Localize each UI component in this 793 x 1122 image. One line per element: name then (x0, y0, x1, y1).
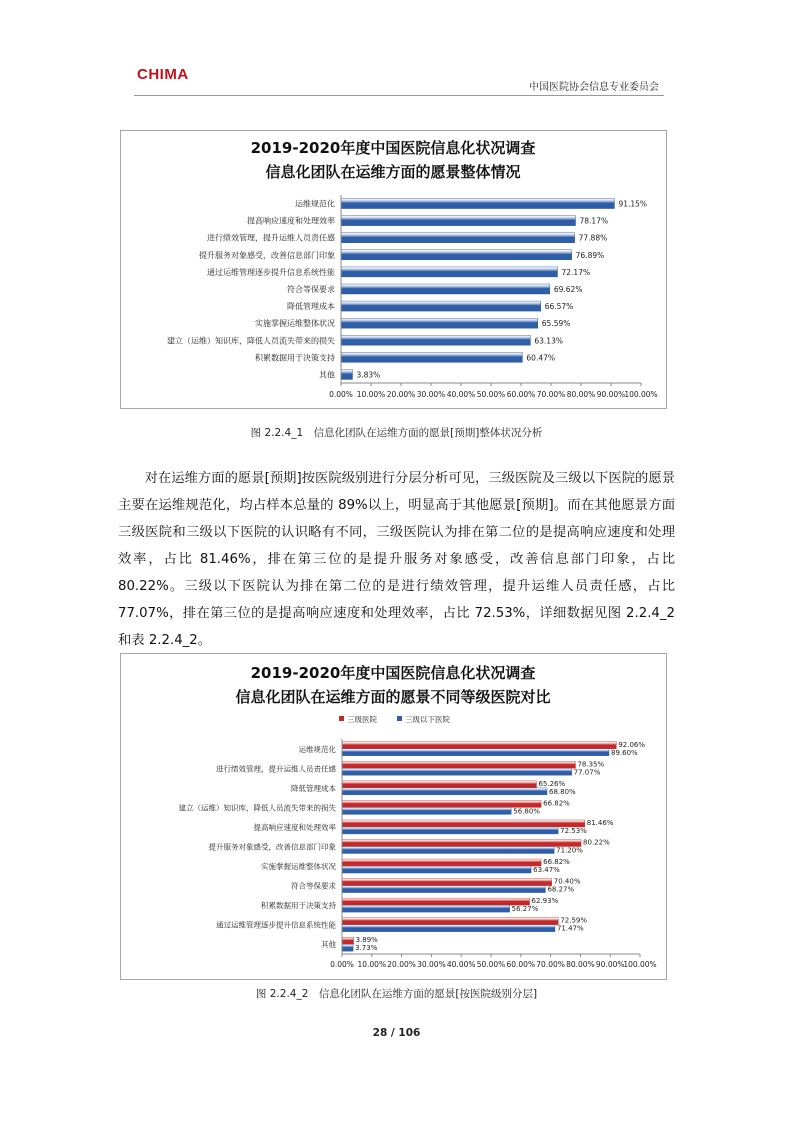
bar-series1-11 (342, 937, 354, 944)
x-tick-label: 10.00% (357, 960, 387, 969)
x-tick-label: 20.00% (386, 390, 416, 399)
category-label: 运维规范化 (298, 744, 336, 754)
bar-value-label: 81.46% (586, 818, 614, 827)
category-label: 降低管理成本 (287, 302, 335, 312)
bar-value-label: 72.59% (560, 916, 588, 925)
bar-series2-6 (342, 847, 554, 854)
bar-value-label: 63.47% (533, 866, 560, 875)
bar-series2-10 (342, 925, 555, 932)
x-tick-label: 90.00% (595, 960, 625, 969)
bar-value-label: 68.27% (547, 885, 575, 894)
bar-series1-5 (342, 820, 585, 827)
x-tick-label: 70.00% (536, 960, 565, 969)
x-tick-label: 30.00% (416, 390, 446, 399)
bar-series1-4 (342, 800, 541, 807)
chart-by-level-svg (121, 654, 666, 979)
bar-value-label: 80.22% (583, 838, 610, 847)
bar-value-label: 70.40% (553, 877, 581, 886)
category-label: 运维规范化 (295, 199, 335, 209)
chart-title-line1: 2019-2020年度中国医院信息化状况调查 (250, 139, 536, 157)
bar-value-label: 77.07% (573, 768, 601, 777)
bar-value-label: 63.13% (534, 336, 563, 346)
bar-10 (341, 352, 522, 362)
bar-value-label: 66.82% (543, 799, 570, 808)
category-label: 建立（运维）知识库，降低人员流失带来的损失 (178, 803, 336, 813)
bar-series1-6 (342, 840, 581, 847)
bar-series1-2 (342, 761, 575, 768)
x-tick-label: 100.00% (623, 960, 657, 969)
bar-series1-3 (342, 781, 536, 788)
header-divider (134, 95, 664, 96)
bar-series1-7 (342, 859, 541, 866)
x-tick-label: 80.00% (566, 960, 595, 969)
category-label: 降低管理成本 (291, 783, 336, 793)
chart-title-line2: 信息化团队在运维方面的愿景不同等级医院对比 (235, 688, 551, 706)
bar-value-label: 56.80% (513, 807, 540, 816)
bar-1 (341, 199, 614, 209)
bar-series2-2 (342, 768, 572, 775)
x-tick-label: 10.00% (356, 390, 386, 399)
x-tick-label: 50.00% (476, 390, 506, 399)
x-tick-label: 80.00% (566, 390, 596, 399)
bar-7 (341, 301, 541, 311)
figure-caption-1: 图 2.2.4_1 信息化团队在运维方面的愿景[预期]整体状况分析 (250, 427, 543, 439)
chart-title-line2: 信息化团队在运维方面的愿景整体情况 (265, 163, 521, 181)
paragraph-text: 对在运维方面的愿景[预期]按医院级别进行分层分析可见，三级医院及三级以下医院的愿景主要在运维规范化，均占样本总量的 89%以上，明显高于其他愿景[预期]。而在其他愿景方面三级医院和三级以下医院的认识略有不同，三级医院认为排在第二位的是提高响应速度和处理效率，占比 81.46%，排在第三位的是提升服务对象感受，改善信息部门印象，占比 80.22%。三级以下医院认为排在第二位的是进行绩效管理，提升运维人员责任感，占比 77.07%，排在第三位的是提高响应速度和处理效率，占比 72.53%，详细数据见图 2.2.4_2 和表 2.2.4_2。 (118, 471, 675, 648)
legend-label-1: 三级医院 (347, 715, 377, 724)
bar-9 (341, 335, 530, 345)
category-label: 建立（运维）知识库，降低人员流失带来的损失 (167, 336, 335, 346)
bar-value-label: 66.57% (544, 302, 574, 312)
bar-series2-7 (342, 866, 531, 873)
bar-2 (341, 216, 576, 226)
bar-value-label: 66.82% (543, 858, 570, 867)
bar-value-label: 3.89% (355, 936, 378, 945)
bar-series1-9 (342, 898, 530, 905)
bar-value-label: 3.83% (356, 370, 381, 380)
org-name: 中国医院协会信息专业委员会 (529, 82, 659, 93)
bar-series1-1 (342, 742, 616, 749)
bar-series2-9 (342, 905, 510, 912)
category-label: 提高响应速度和处理效率 (247, 216, 335, 226)
bar-series1-10 (342, 918, 558, 925)
bar-value-label: 78.17% (579, 216, 609, 226)
x-tick-label: 0.00% (329, 390, 353, 399)
legend-swatch-2 (397, 716, 402, 721)
bar-value-label: 89.60% (611, 748, 638, 757)
bar-value-label: 68.80% (549, 787, 576, 796)
bar-series2-8 (342, 886, 545, 893)
bar-value-label: 71.47% (556, 924, 584, 933)
bar-6 (341, 284, 550, 294)
x-tick-label: 20.00% (387, 960, 416, 969)
category-label: 通过运维管理逐步提升信息系统性能 (216, 920, 336, 930)
bar-5 (341, 267, 558, 277)
x-tick-label: 40.00% (446, 390, 476, 399)
x-tick-label: 90.00% (596, 390, 626, 399)
x-tick-label: 60.00% (506, 390, 536, 399)
bar-value-label: 91.15% (618, 199, 648, 209)
chart-overall-svg (121, 131, 666, 408)
x-tick-label: 40.00% (446, 960, 476, 969)
category-label: 积累数据用于决策支持 (261, 901, 336, 911)
bar-series2-1 (342, 749, 609, 756)
bar-series2-5 (342, 827, 558, 834)
bar-value-label: 71.20% (556, 846, 583, 855)
bar-value-label: 3.73% (355, 944, 378, 953)
bar-value-label: 65.59% (541, 319, 571, 329)
bar-series1-8 (342, 879, 552, 886)
x-tick-label: 0.00% (330, 960, 354, 969)
bar-value-label: 60.47% (526, 353, 556, 363)
bar-value-label: 77.88% (578, 233, 608, 243)
bar-4 (341, 250, 572, 260)
bar-value-label: 92.06% (618, 740, 646, 749)
category-label: 实施掌握运维整体状况 (261, 862, 336, 872)
x-tick-label: 30.00% (417, 960, 446, 969)
category-label: 符合等保要求 (291, 881, 336, 891)
chart-overall (120, 130, 667, 409)
bar-value-label: 62.93% (531, 897, 559, 906)
bar-value-label: 72.17% (561, 267, 591, 277)
figure-caption-2: 图 2.2.4_2 信息化团队在运维方面的愿景[按医院级别分层] (255, 988, 538, 1000)
bar-value-label: 65.26% (538, 779, 566, 788)
bar-8 (341, 318, 538, 328)
category-label: 实施掌握运维整体状况 (255, 319, 335, 329)
chima-logo: CHIMA (137, 66, 189, 83)
bar-3 (341, 233, 575, 243)
bar-11 (341, 369, 352, 379)
bar-value-label: 78.35% (577, 760, 605, 769)
legend-swatch-1 (339, 716, 344, 721)
category-label: 积累数据用于决策支持 (255, 353, 335, 363)
category-label: 进行绩效管理，提升运维人员责任感 (207, 233, 335, 243)
chart-title-line1: 2019-2020年度中国医院信息化状况调查 (250, 664, 536, 682)
category-label: 提升服务对象感受，改善信息部门印象 (208, 842, 336, 852)
bar-value-label: 72.53% (560, 826, 587, 835)
x-tick-label: 70.00% (536, 390, 566, 399)
bar-series2-4 (342, 807, 511, 814)
x-tick-label: 60.00% (506, 960, 536, 969)
category-label: 提高响应速度和处理效率 (253, 822, 336, 832)
bar-value-label: 69.62% (553, 285, 583, 294)
category-label: 提升服务对象感受，改善信息部门印象 (199, 250, 335, 260)
x-tick-label: 100.00% (624, 390, 658, 399)
x-tick-label: 50.00% (476, 960, 506, 969)
category-label: 符合等保要求 (287, 285, 335, 294)
category-label: 其他 (319, 370, 335, 380)
page-number: 28 / 106 (372, 1027, 421, 1039)
bar-series2-11 (342, 944, 353, 951)
category-label: 其他 (321, 940, 336, 950)
body-paragraph (118, 465, 675, 654)
category-label: 通过运维管理逐步提升信息系统性能 (207, 267, 335, 277)
bar-value-label: 56.27% (511, 905, 539, 914)
bar-value-label: 76.89% (575, 250, 605, 260)
chart-by-level (120, 653, 667, 980)
legend-label-2: 三级以下医院 (405, 715, 450, 724)
bar-series2-3 (342, 788, 547, 795)
category-label: 进行绩效管理，提升运维人员责任感 (216, 764, 336, 774)
